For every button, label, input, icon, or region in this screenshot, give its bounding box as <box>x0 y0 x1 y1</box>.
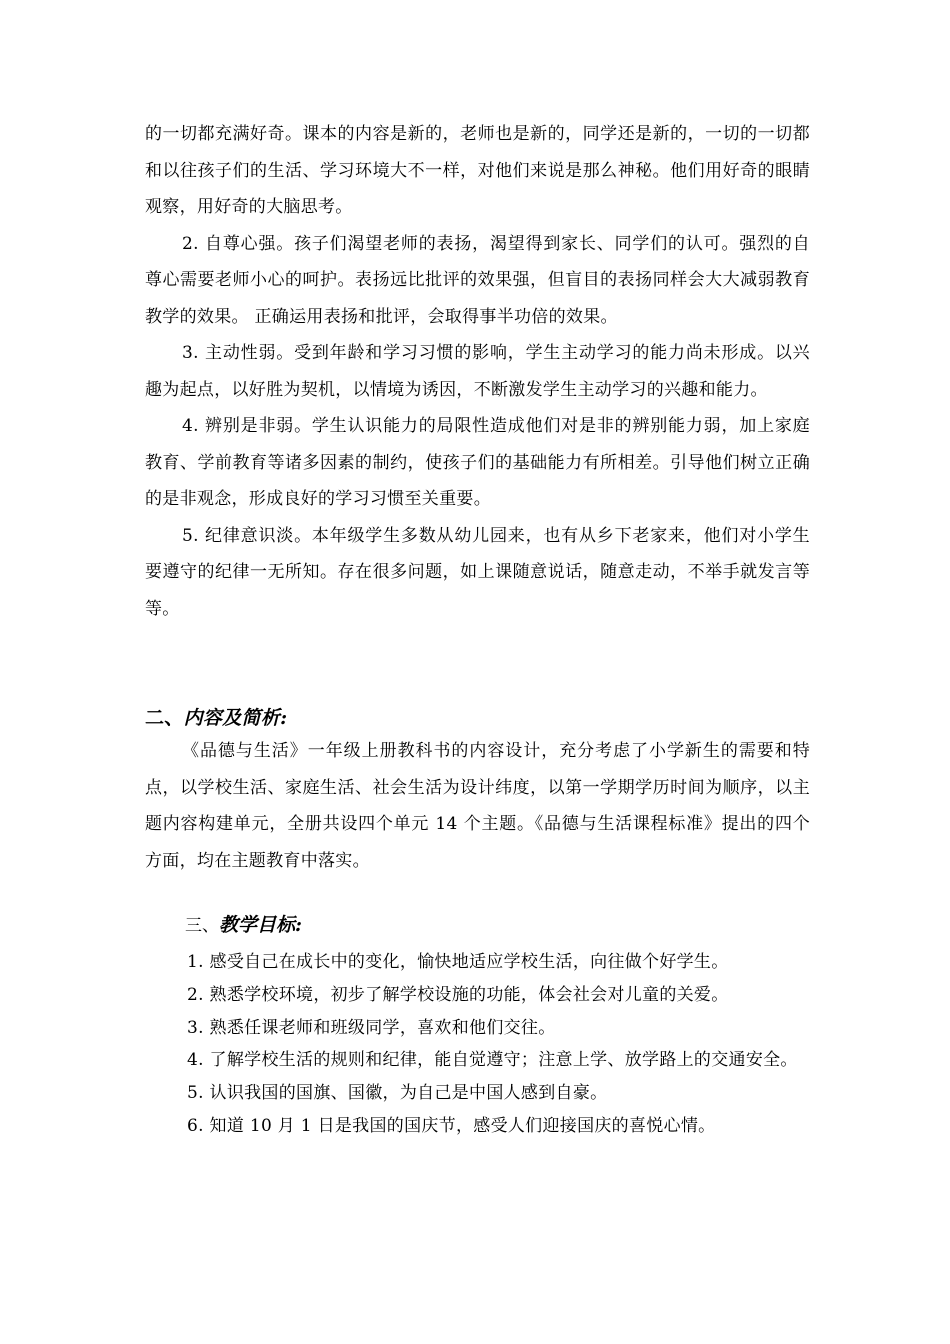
intro-paragraph: 的一切都充满好奇。课本的内容是新的，老师也是新的，同学还是新的，一切的一切都和以往孩子们的生活、学习环境大不一样，对他们来说是那么神秘。他们用好奇的眼睛观察，用好奇的大脑思考。 <box>145 124 810 217</box>
goal-item: 3. 熟悉任课老师和班级同学，喜欢和他们交往。 <box>187 1017 556 1038</box>
goal-item: 4. 了解学校生活的规则和纪律，能自觉遵守；注意上学、放学路上的交通安全。 <box>187 1050 798 1071</box>
content-analysis-section <box>145 703 810 879</box>
goal-item: 1. 感受自己在成长中的变化，愉快地适应学校生活，向往做个好学生。 <box>187 952 729 972</box>
trait-paragraph: 5. 纪律意识淡。本年级学生多数从幼儿园来，也有从乡下老家来，他们对小学生要遵守的纪律一无所知。存在很多问题，如上课随意说话，随意走动，不举手就发言等等。 <box>145 525 810 619</box>
content-analysis-paragraph: 《品德与生活》一年级上册教科书的内容设计，充分考虑了小学新生的需要和特点，以学校生活、家庭生活、社会生活为设计纬度，以第一学期学历时间为顺序，以主题内容构建单元，全册共设四个单元 14 个主题。《品德与生活课程标准》提出的四个方面，均在主题教育中落实。 <box>145 741 810 871</box>
section-heading <box>185 910 302 941</box>
trait-paragraph: 2. 自尊心强。孩子们渴望老师的表扬，渴望得到家长、同学们的认可。强烈的自尊心需要老师小心的呵护。表扬远比批评的效果强，但盲目的表扬同样会大大减弱教育教学的效果。 正确运用表扬和批评，会取得事半功倍的效果。 <box>145 233 810 327</box>
goal-item: 2. 熟悉学校环境，初步了解学校设施的功能，体会社会对儿童的关爱。 <box>187 984 729 1005</box>
section-title: 内容及简析: <box>183 707 288 729</box>
goal-item: 6. 知道 10 月 1 日是我国的国庆节，感受人们迎接国庆的喜悦心情。 <box>187 1115 716 1136</box>
student-traits-section <box>145 116 810 627</box>
teaching-goals-list <box>145 946 810 1143</box>
trait-paragraph: 3. 主动性弱。受到年龄和学习习惯的影响，学生主动学习的能力尚未形成。以兴趣为起点，以好胜为契机，以情境为诱因，不断激发学生主动学习的兴趣和能力。 <box>145 343 810 400</box>
trait-paragraph: 4. 辨别是非弱。学生认识能力的局限性造成他们对是非的辨别能力弱，加上家庭教育、学前教育等诸多因素的制约，使孩子们的基础能力有所相差。引导他们树立正确的是非观念，形成良好的学习习惯至关重要。 <box>145 416 810 509</box>
section-heading <box>145 703 810 733</box>
goal-item: 5. 认识我国的国旗、国徽，为自己是中国人感到自豪。 <box>187 1083 608 1104</box>
section-number: 三、 <box>185 916 219 936</box>
section-title: 教学目标: <box>219 914 303 936</box>
section-number: 二、 <box>145 707 184 729</box>
